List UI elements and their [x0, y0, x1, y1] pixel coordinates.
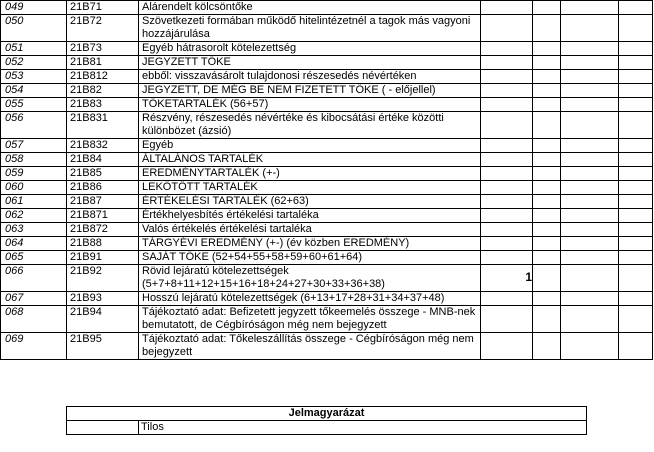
value-cell — [481, 181, 533, 195]
row-id: 21B88 — [67, 237, 139, 251]
row-id: 21B83 — [67, 98, 139, 112]
value-cell — [561, 1, 619, 15]
value-cell — [481, 306, 533, 333]
table-row — [1, 15, 653, 42]
row-code: 067 — [1, 292, 67, 306]
table-row — [1, 333, 653, 360]
row-label: Alárendelt kölcsöntőke — [139, 1, 481, 15]
table-row — [1, 139, 653, 153]
row-label: EREDMÉNYTARTALÉK (+-) — [139, 167, 481, 181]
row-label: TÁRGYÉVI EREDMÉNY (+-) (év közben EREDMÉNY) — [139, 237, 481, 251]
value-cell — [561, 15, 619, 42]
row-code: 053 — [1, 70, 67, 84]
value-cell — [481, 209, 533, 223]
value-cell — [619, 98, 653, 112]
row-label: ÉRTÉKELÉSI TARTALÉK (62+63) — [139, 195, 481, 209]
table-row — [1, 98, 653, 112]
value-cell — [619, 292, 653, 306]
row-id: 21B81 — [67, 56, 139, 70]
table-row — [1, 209, 653, 223]
value-cell — [619, 42, 653, 56]
row-code: 069 — [1, 333, 67, 360]
value-cell — [619, 209, 653, 223]
value-cell — [619, 223, 653, 237]
row-label: Szövetkezeti formában működő hitelintézetnél a tagok más vagyoni hozzájárulása — [139, 15, 481, 42]
row-code: 062 — [1, 209, 67, 223]
row-label: Értékhelyesbítés értékelési tartaléka — [139, 209, 481, 223]
value-cell — [533, 223, 561, 237]
value-cell — [561, 167, 619, 181]
value-cell — [481, 139, 533, 153]
row-label: JEGYZETT, DE MÉG BE NEM FIZETETT TŐKE ( - előjellel) — [139, 84, 481, 98]
value-cell — [481, 265, 533, 292]
row-id: 21B85 — [67, 167, 139, 181]
value-cell — [533, 153, 561, 167]
value-cell — [561, 56, 619, 70]
row-id: 21B872 — [67, 223, 139, 237]
row-code: 068 — [1, 306, 67, 333]
value-cell — [561, 195, 619, 209]
row-label: Tájékoztató adat: Tőkeleszállítás összege - Cégbíróságon még nem bejegyzett — [139, 333, 481, 360]
value-cell — [561, 181, 619, 195]
row-code: 060 — [1, 181, 67, 195]
value-cell — [481, 167, 533, 181]
row-id: 21B82 — [67, 84, 139, 98]
value-mark: 1 — [525, 270, 532, 284]
table-row — [1, 70, 653, 84]
row-id: 21B71 — [67, 1, 139, 15]
row-id: 21B831 — [67, 112, 139, 139]
value-cell — [619, 251, 653, 265]
legend-swatch — [67, 421, 139, 435]
table-row — [1, 306, 653, 333]
row-id: 21B72 — [67, 15, 139, 42]
value-cell — [533, 292, 561, 306]
value-cell — [619, 15, 653, 42]
value-cell — [619, 56, 653, 70]
table-row — [1, 153, 653, 167]
value-cell — [561, 209, 619, 223]
value-cell — [561, 139, 619, 153]
table-row — [1, 42, 653, 56]
table-row — [1, 56, 653, 70]
row-code: 056 — [1, 112, 67, 139]
row-id: 21B92 — [67, 265, 139, 292]
row-code: 052 — [1, 56, 67, 70]
table-row — [1, 112, 653, 139]
row-code: 054 — [1, 84, 67, 98]
value-cell — [619, 306, 653, 333]
row-label: ÁLTALÁNOS TARTALÉK — [139, 153, 481, 167]
value-cell — [561, 70, 619, 84]
value-cell — [619, 195, 653, 209]
row-code: 063 — [1, 223, 67, 237]
value-cell — [481, 1, 533, 15]
value-cell — [481, 251, 533, 265]
row-code: 061 — [1, 195, 67, 209]
row-id: 21B84 — [67, 153, 139, 167]
row-label: Rövid lejáratú kötelezettségek (5+7+8+11+12+15+16+18+24+27+30+33+36+38) — [139, 265, 481, 292]
value-cell — [533, 112, 561, 139]
value-cell — [619, 112, 653, 139]
value-cell — [561, 306, 619, 333]
value-cell — [619, 84, 653, 98]
value-cell — [561, 84, 619, 98]
row-id: 21B95 — [67, 333, 139, 360]
row-label: Részvény, részesedés névértéke és kibocsátási értéke közötti különbözet (ázsió) — [139, 112, 481, 139]
value-cell — [533, 98, 561, 112]
value-cell — [481, 15, 533, 42]
value-cell — [619, 181, 653, 195]
row-code: 049 — [1, 1, 67, 15]
value-cell — [561, 292, 619, 306]
row-id: 21B94 — [67, 306, 139, 333]
value-cell — [533, 42, 561, 56]
value-cell — [561, 265, 619, 292]
value-cell — [533, 237, 561, 251]
value-cell — [533, 181, 561, 195]
value-cell — [533, 209, 561, 223]
value-cell — [561, 112, 619, 139]
value-cell — [533, 195, 561, 209]
value-cell — [481, 292, 533, 306]
row-code: 065 — [1, 251, 67, 265]
table-row — [1, 237, 653, 251]
row-id: 21B73 — [67, 42, 139, 56]
row-code: 064 — [1, 237, 67, 251]
row-label: TŐKETARTALÉK (56+57) — [139, 98, 481, 112]
value-cell — [481, 98, 533, 112]
value-cell — [561, 153, 619, 167]
value-cell — [619, 237, 653, 251]
value-cell — [533, 139, 561, 153]
value-cell — [533, 15, 561, 42]
value-cell — [533, 251, 561, 265]
value-cell — [561, 98, 619, 112]
row-code: 066 — [1, 265, 67, 292]
value-cell — [481, 237, 533, 251]
value-cell — [481, 84, 533, 98]
table-row — [1, 223, 653, 237]
value-cell — [533, 56, 561, 70]
row-id: 21B91 — [67, 251, 139, 265]
row-code: 055 — [1, 98, 67, 112]
row-label: JEGYZETT TŐKE — [139, 56, 481, 70]
value-cell — [619, 139, 653, 153]
value-cell — [481, 70, 533, 84]
legend-table — [66, 406, 587, 435]
row-code: 059 — [1, 167, 67, 181]
value-cell — [561, 333, 619, 360]
table-row — [1, 292, 653, 306]
value-cell — [561, 42, 619, 56]
value-cell — [481, 223, 533, 237]
value-cell — [533, 84, 561, 98]
value-cell — [533, 167, 561, 181]
value-cell — [619, 333, 653, 360]
row-label: Hosszú lejáratú kötelezettségek (6+13+17+28+31+34+37+48) — [139, 292, 481, 306]
value-cell — [481, 333, 533, 360]
row-id: 21B93 — [67, 292, 139, 306]
row-id: 21B832 — [67, 139, 139, 153]
value-cell — [533, 1, 561, 15]
value-cell — [619, 1, 653, 15]
table-row — [1, 1, 653, 15]
row-id: 21B86 — [67, 181, 139, 195]
table-row — [1, 84, 653, 98]
value-cell — [481, 112, 533, 139]
table-row — [1, 265, 653, 292]
value-cell — [619, 153, 653, 167]
value-cell — [619, 70, 653, 84]
row-id: 21B87 — [67, 195, 139, 209]
value-cell — [561, 237, 619, 251]
table-row — [1, 181, 653, 195]
legend-title: Jelmagyarázat — [67, 407, 587, 421]
row-code: 058 — [1, 153, 67, 167]
row-id: 21B871 — [67, 209, 139, 223]
value-cell — [619, 167, 653, 181]
row-label: Egyéb hátrasorolt kötelezettség — [139, 42, 481, 56]
legend-item-label: Tilos — [139, 421, 587, 435]
value-cell — [533, 333, 561, 360]
value-cell — [481, 56, 533, 70]
value-cell — [481, 42, 533, 56]
table-row — [1, 251, 653, 265]
table-row — [1, 167, 653, 181]
value-cell — [561, 251, 619, 265]
value-cell — [533, 70, 561, 84]
row-code: 051 — [1, 42, 67, 56]
row-code: 050 — [1, 15, 67, 42]
row-label: Valós értékelés értékelési tartaléka — [139, 223, 481, 237]
row-label: SAJÁT TŐKE (52+54+55+58+59+60+61+64) — [139, 251, 481, 265]
value-cell — [619, 265, 653, 292]
value-cell — [533, 265, 561, 292]
value-cell — [481, 195, 533, 209]
row-label: LEKÖTÖTT TARTALÉK — [139, 181, 481, 195]
value-cell — [481, 153, 533, 167]
value-cell — [533, 306, 561, 333]
row-code: 057 — [1, 139, 67, 153]
row-label: Egyéb — [139, 139, 481, 153]
table-row — [1, 195, 653, 209]
row-label: ebből: visszavásárolt tulajdonosi részesedés névértéken — [139, 70, 481, 84]
row-id: 21B812 — [67, 70, 139, 84]
row-label: Tájékoztató adat: Befizetett jegyzett tőkeemelés összege - MNB-nek bemutatott, de Cégbíróságon még nem bejegyzett — [139, 306, 481, 333]
value-cell — [561, 223, 619, 237]
